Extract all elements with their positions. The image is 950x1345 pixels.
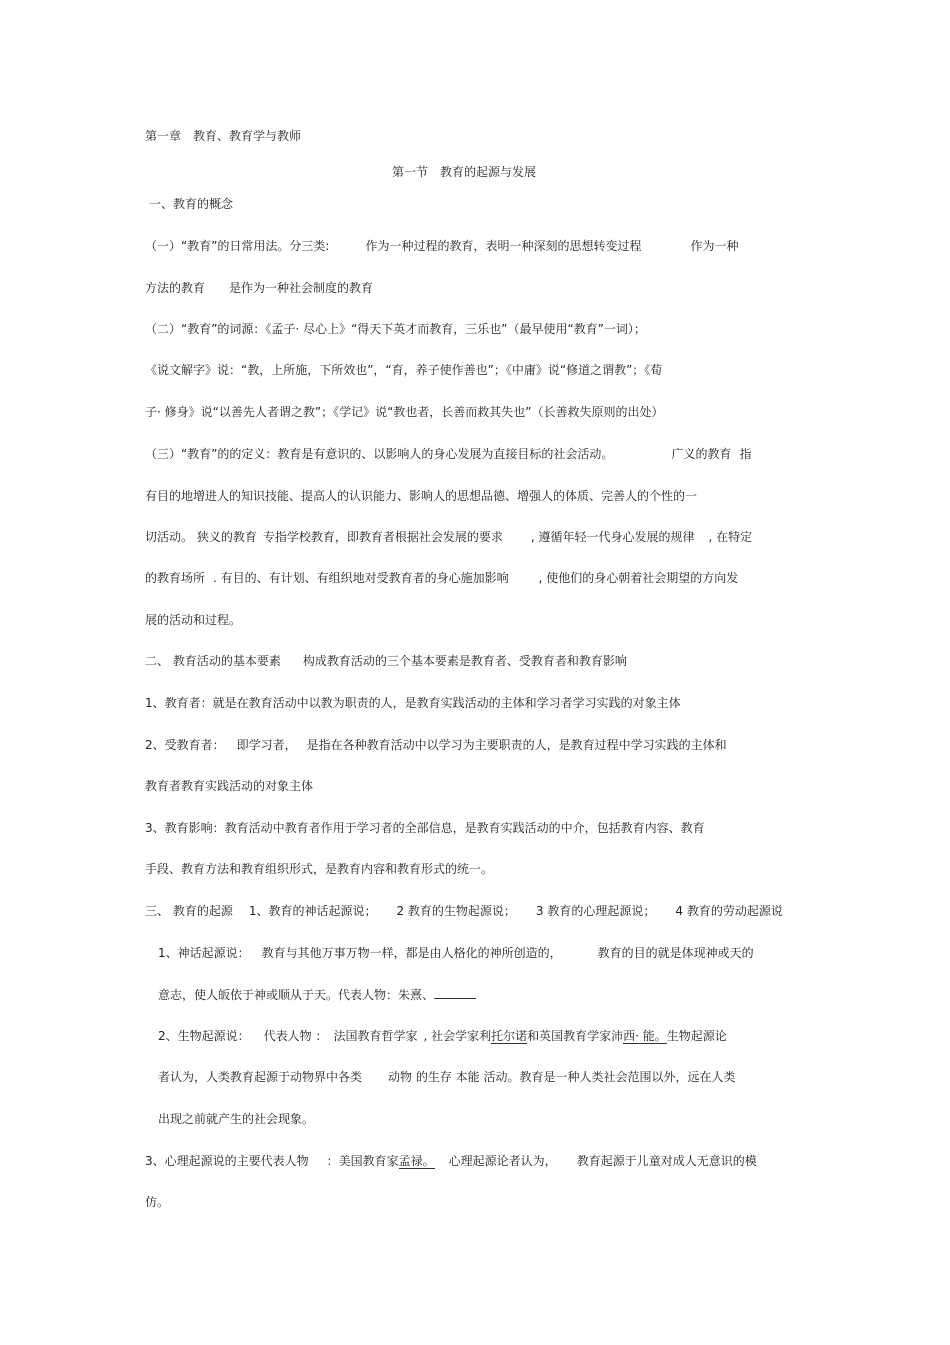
paragraph-line: 1、教育者：就是在教育活动中以教为职责的人，是教育实践活动的主体和学习者学习实践的对象主体 bbox=[145, 696, 681, 710]
paragraph-line bbox=[145, 529, 752, 545]
paragraph-line: 3、教育影响：教育活动中教育者作用于学习者的全部信息，是教育实践活动的中介，包括教育内容、教育 bbox=[145, 821, 705, 835]
text-span: 动物 的生存 本能 活动。教育是一种人类社会范围以外，远在人类 bbox=[388, 1070, 736, 1084]
paragraph-line: （二）“教育”的词源：《孟子· 尽心上》“得天下英才而教育，三乐也”（最早使用“教育”一词）； bbox=[145, 322, 646, 336]
paragraph-line bbox=[145, 570, 738, 586]
text-span: 法国教育哲学家 bbox=[333, 1029, 418, 1043]
paragraph-line: 子· 修身》说“以善先人者谓之教”；《学记》说“教也者，长善而救其失也”（长善救失原则的出处） bbox=[145, 405, 664, 419]
text-span: 即学习者， bbox=[236, 738, 297, 752]
text-span: 生物起源论 bbox=[666, 1029, 727, 1043]
text-span: , 遵循年轻一代身心发展的规律 bbox=[530, 530, 695, 544]
text-span: 作为一种过程的教育，表明一种深刻的思想转变过程 bbox=[365, 239, 642, 253]
text-span: 心理起源论者认为， bbox=[448, 1154, 557, 1168]
underlined-name: 西· 能。 bbox=[623, 1029, 667, 1043]
paragraph-line bbox=[158, 1028, 727, 1044]
paragraph-line: 手段、教育方法和教育组织形式，是教育内容和教育形式的统一。 bbox=[145, 862, 494, 876]
text-span: 2 教育的生物起源说； bbox=[396, 904, 516, 918]
s2-heading: 二、 教育活动的基本要素 bbox=[145, 654, 281, 668]
text-span: 2、生物起源说： bbox=[158, 1029, 250, 1043]
text-span: 构成教育活动的三个基本要素是教育者、受教育者和教育影响 bbox=[302, 654, 627, 668]
underlined-name: 托尔诺 bbox=[491, 1029, 528, 1043]
paragraph-line bbox=[158, 987, 476, 1003]
paragraph-line bbox=[145, 238, 739, 254]
text-span: , 使他们的身心朝着社会期望的方向发 bbox=[538, 571, 739, 585]
text-span: , 社会学家利 bbox=[423, 1029, 492, 1043]
text-span: 者认为，人类教育起源于动物界中各类 bbox=[158, 1070, 363, 1084]
paragraph-line: 仿。 bbox=[145, 1195, 170, 1209]
text-span: 专指学校教育，即教育者根据社会发展的要求 bbox=[262, 530, 503, 544]
paragraph-line bbox=[145, 446, 751, 462]
text-span: . 有目的、有计划、有组织地对受教育者的身心施加影响 bbox=[213, 571, 509, 585]
s1-heading: 一、教育的概念 bbox=[149, 197, 234, 211]
text-span: 指 bbox=[739, 447, 752, 461]
paragraph-line: 展的活动和过程。 bbox=[145, 613, 242, 627]
paragraph-line bbox=[145, 653, 627, 669]
text-span: 方法的教育 bbox=[145, 281, 206, 295]
paragraph-line: 《说文解字》说：“教，上所施，下所效也”，“育，养子使作善也”；《中庸》说“修道之谓教”；《荀 bbox=[145, 363, 663, 377]
text-span: , 在特定 bbox=[708, 530, 753, 544]
paragraph-line bbox=[145, 280, 373, 296]
answer-blank bbox=[434, 988, 476, 999]
text-span: 是作为一种社会制度的教育 bbox=[229, 281, 374, 295]
paragraph-line: 有目的地增进人的知识技能、提高人的认识能力、影响人的思想品德、增强人的体质、完善人的个性的一 bbox=[145, 489, 698, 503]
paragraph-line bbox=[145, 737, 727, 753]
text-span: 的教育场所 bbox=[145, 571, 206, 585]
text-span: 3、心理起源说的主要代表人物 bbox=[145, 1154, 309, 1168]
s3-heading: 三、 教育的起源 bbox=[145, 904, 233, 918]
text-span: 教育的目的就是体现神或天的 bbox=[597, 946, 754, 960]
text-span: 教育与其他万事万物一样，都是由人格化的神所创造的， bbox=[261, 946, 562, 960]
text-span: 4 教育的劳动起源说 bbox=[675, 904, 783, 918]
text-span: 和英国教育学家沛 bbox=[527, 1029, 624, 1043]
paragraph-line: 教育者教育实践活动的对象主体 bbox=[145, 779, 314, 793]
paragraph-line bbox=[158, 1069, 735, 1085]
paragraph-line bbox=[158, 945, 754, 961]
text-span: 代表人物 ： bbox=[263, 1029, 328, 1043]
text-span: 作为一种 bbox=[690, 239, 739, 253]
text-span: 教育起源于儿童对成人无意识的模 bbox=[576, 1154, 757, 1168]
paragraph-line bbox=[145, 903, 783, 919]
text-span: 广义的教育 bbox=[671, 447, 732, 461]
section-title: 第一节 教育的起源与发展 bbox=[392, 165, 537, 179]
paragraph-line: 出现之前就产生的社会现象。 bbox=[158, 1112, 315, 1126]
text-span: 1、神话起源说： bbox=[158, 946, 250, 960]
paragraph-line bbox=[145, 1153, 757, 1169]
text-span: ：美国教育家 bbox=[326, 1154, 399, 1168]
text-span: （三）“教育”的的定义：教育是有意识的、以影响人的身心发展为直接目标的社会活动。 bbox=[145, 447, 614, 461]
text-span: 3 教育的心理起源说； bbox=[535, 904, 656, 918]
chapter-title: 第一章 教育、教育学与教师 bbox=[145, 129, 302, 143]
text-span: 意志，使人皈依于神或顺从于天。代表人物：朱熹、 bbox=[158, 988, 435, 1002]
text-span: 是指在各种教育活动中以学习为主要职责的人，是教育过程中学习实践的主体和 bbox=[306, 738, 727, 752]
text-span: （一）“教育”的日常用法。分三类: bbox=[145, 239, 330, 253]
underlined-name: 孟禄。 bbox=[398, 1154, 435, 1168]
text-span: 2、受教育者： bbox=[145, 738, 225, 752]
text-span: 1、教育的神话起源说； bbox=[248, 904, 377, 918]
text-span: 切活动。 狭义的教育 bbox=[145, 530, 257, 544]
